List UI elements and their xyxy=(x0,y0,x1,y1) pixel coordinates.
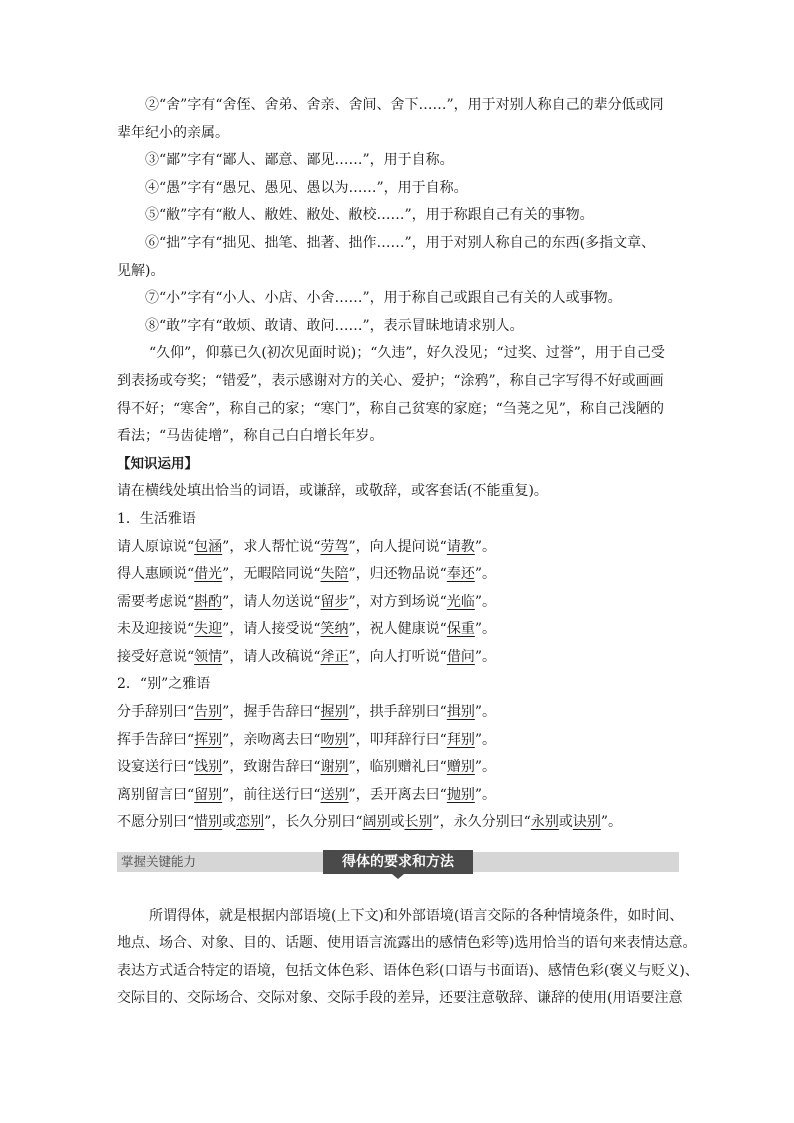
answer-line xyxy=(117,616,679,644)
answer-word: 揖别 xyxy=(446,704,475,721)
answer-word: 赠别 xyxy=(446,759,475,776)
answer-word: 恋别 xyxy=(236,814,265,831)
body-paragraph-line: 所谓得体，就是根据内部语境(上下文)和外部语境(语言交际的各种情境条件，如时间、 xyxy=(149,908,684,924)
answer-text: ”，向人提问说“ xyxy=(348,538,447,555)
answer-text: 挥手告辞曰“ xyxy=(117,731,195,748)
answer-text: ”，长久分别曰“ xyxy=(264,814,363,831)
answer-word: 光临 xyxy=(446,593,475,610)
answer-text: ”，前往送行曰“ xyxy=(222,786,321,803)
answer-text: 未及迎接说“ xyxy=(117,621,195,638)
document-page xyxy=(117,92,679,837)
answer-word: 抛别 xyxy=(446,786,475,803)
answer-line xyxy=(117,534,679,562)
answer-word: 吻别 xyxy=(320,731,349,748)
banner-left-label: 掌握关键能力 xyxy=(121,854,197,869)
answer-word: 诀别 xyxy=(572,814,601,831)
polite-paragraph-line: 看法；“马齿徒增”，称自己白白增长年岁。 xyxy=(117,428,384,445)
answer-line xyxy=(117,699,679,727)
answer-text: ”，临别赠礼曰“ xyxy=(348,759,447,776)
answer-text: 或 xyxy=(558,814,573,831)
answer-line xyxy=(117,589,679,617)
answer-text: ”。 xyxy=(474,704,496,721)
humble-word-line: ②“舍”字有“舍侄、舍弟、舍亲、舍间、舍下……”，用于对别人称自己的辈分低或同 xyxy=(145,97,664,113)
answer-text: ”，拱手辞别曰“ xyxy=(348,704,447,721)
answer-text: 分手辞别曰“ xyxy=(117,704,195,721)
answer-word: 领情 xyxy=(194,648,223,665)
answer-word: 借问 xyxy=(446,648,475,665)
answer-text: ”，对方到场说“ xyxy=(348,593,447,610)
answer-text: ”。 xyxy=(474,648,496,665)
answer-word: 永别 xyxy=(530,814,559,831)
answer-text: ”，丢开离去曰“ xyxy=(348,786,447,803)
section2-title: 2．“别”之雅语 xyxy=(117,676,211,693)
answer-text: ”，归还物品说“ xyxy=(348,566,447,583)
answer-text: ”。 xyxy=(474,593,496,610)
answer-text: ”，请人改稿说“ xyxy=(222,648,321,665)
answer-line xyxy=(117,754,679,782)
answer-line xyxy=(117,727,679,755)
answer-text: ”。 xyxy=(474,759,496,776)
banner-center-title: 得体的要求和方法 xyxy=(323,850,473,874)
answer-text: 离别留言曰“ xyxy=(117,786,195,803)
answer-text: 设宴送行曰“ xyxy=(117,759,195,776)
polite-paragraph-line: “久仰”，仰慕已久(初次见面时说)；“久违”，好久没见；“过奖、过誉”，用于自己受 xyxy=(149,345,665,362)
section2-answers xyxy=(117,699,679,837)
answer-word: 留别 xyxy=(194,786,223,803)
answer-text: ”。 xyxy=(600,814,622,831)
answer-text: 或 xyxy=(222,814,237,831)
body-paragraph-line: 表达方式适合特定的语境，包括文体色彩、语体色彩(口语与书面语)、感情色彩(褒义与贬义)、 xyxy=(117,962,699,979)
exercise-heading: 【知识运用】 xyxy=(117,455,198,472)
answer-word: 告别 xyxy=(194,704,223,721)
answer-text: 不愿分别曰“ xyxy=(117,814,195,831)
answer-word: 斧正 xyxy=(320,648,349,665)
answer-word: 留步 xyxy=(320,593,349,610)
answer-text: ”，向人打听说“ xyxy=(348,648,447,665)
answer-text: 请人原谅说“ xyxy=(117,538,195,555)
answer-text: ”。 xyxy=(474,786,496,803)
answer-word: 阔别 xyxy=(362,814,391,831)
answer-word: 挥别 xyxy=(194,731,223,748)
answer-text: ”，请人接受说“ xyxy=(222,621,321,638)
answer-word: 借光 xyxy=(194,566,223,583)
answer-text: ”，无暇陪同说“ xyxy=(222,566,321,583)
answer-text: 需要考虑说“ xyxy=(117,593,195,610)
exercise-instruction: 请在横线处填出恰当的词语，或谦辞，或敬辞，或客套话(不能重复)。 xyxy=(117,483,548,500)
answer-word: 保重 xyxy=(446,621,475,638)
answer-text: ”。 xyxy=(474,621,496,638)
answer-word: 拜别 xyxy=(446,731,475,748)
humble-word-line: ⑧“敢”字有“敢烦、敢请、敢问……”，表示冒昧地请求别人。 xyxy=(145,317,524,334)
section-banner xyxy=(117,852,679,872)
humble-word-line: ④“愚”字有“愚兄、愚见、愚以为……”，用于自称。 xyxy=(145,179,468,196)
answer-word: 笑纳 xyxy=(320,621,349,638)
answer-line xyxy=(117,561,679,589)
body-paragraph-line: 地点、场合、对象、目的、话题、使用语言流露出的感情色彩等)选用恰当的语句来表情达意。 xyxy=(117,935,697,952)
answer-text: ”，求人帮忙说“ xyxy=(222,538,321,555)
humble-word-line: 见解)。 xyxy=(117,262,165,279)
answer-text: ”，祝人健康说“ xyxy=(348,621,447,638)
answer-text: 或 xyxy=(390,814,405,831)
answer-word: 送别 xyxy=(320,786,349,803)
section1-title: 1．生活雅语 xyxy=(117,510,196,527)
body-paragraph-line: 交际目的、交际场合、交际对象、交际手段的差异，还要注意敬辞、谦辞的使用(用语要注意 xyxy=(117,990,683,1007)
answer-text: ”。 xyxy=(474,731,496,748)
answer-text: ”，亲吻离去曰“ xyxy=(222,731,321,748)
answer-word: 失迎 xyxy=(194,621,223,638)
humble-word-line: ③“鄙”字有“鄙人、鄙意、鄙见……”，用于自称。 xyxy=(145,152,454,169)
answer-word: 长别 xyxy=(404,814,433,831)
body-paragraph xyxy=(117,903,699,1013)
answer-text: ”。 xyxy=(474,538,496,555)
polite-paragraph-line: 到表扬或夸奖；“错爱”，表示感谢对方的关心、爱护；“涂鸦”，称自己字写得不好或画画 xyxy=(117,372,664,389)
answer-text: 接受好意说“ xyxy=(117,648,195,665)
answer-line xyxy=(117,809,679,837)
answer-line xyxy=(117,644,679,672)
answer-text: ”，致谢告辞曰“ xyxy=(222,759,321,776)
humble-word-line: 辈年纪小的亲属。 xyxy=(117,124,229,141)
answer-word: 谢别 xyxy=(320,759,349,776)
humble-word-line: ⑤“敝”字有“敝人、敝姓、敝处、敝校……”，用于称跟自己有关的事物。 xyxy=(145,207,594,224)
answer-word: 失陪 xyxy=(320,566,349,583)
answer-word: 包涵 xyxy=(194,538,223,555)
answer-text: ”，请人勿送说“ xyxy=(222,593,321,610)
answer-word: 惜别 xyxy=(194,814,223,831)
answer-word: 握别 xyxy=(320,704,349,721)
polite-paragraph-line: 得不好；“寒舍”，称自己的家；“寒门”，称自己贫寒的家庭；“刍荛之见”，称自己浅陋的 xyxy=(117,400,664,417)
answer-text: ”。 xyxy=(474,566,496,583)
humble-word-line: ⑦“小”字有“小人、小店、小舍……”，用于称自己或跟自己有关的人或事物。 xyxy=(145,290,622,307)
answer-word: 请教 xyxy=(446,538,475,555)
answer-word: 劳驾 xyxy=(320,538,349,555)
answer-text: 得人惠顾说“ xyxy=(117,566,195,583)
answer-word: 斟酌 xyxy=(194,593,223,610)
answer-text: ”，叩拜辞行曰“ xyxy=(348,731,447,748)
banner-notch xyxy=(392,874,404,879)
answer-word: 奉还 xyxy=(446,566,475,583)
section1-answers xyxy=(117,534,679,672)
answer-text: ”，永久分别曰“ xyxy=(432,814,531,831)
answer-word: 饯别 xyxy=(194,759,223,776)
answer-text: ”，握手告辞曰“ xyxy=(222,704,321,721)
answer-line xyxy=(117,782,679,810)
humble-word-line: ⑥“拙”字有“拙见、拙笔、拙著、拙作……”，用于对别人称自己的东西(多指文章、 xyxy=(145,234,656,251)
